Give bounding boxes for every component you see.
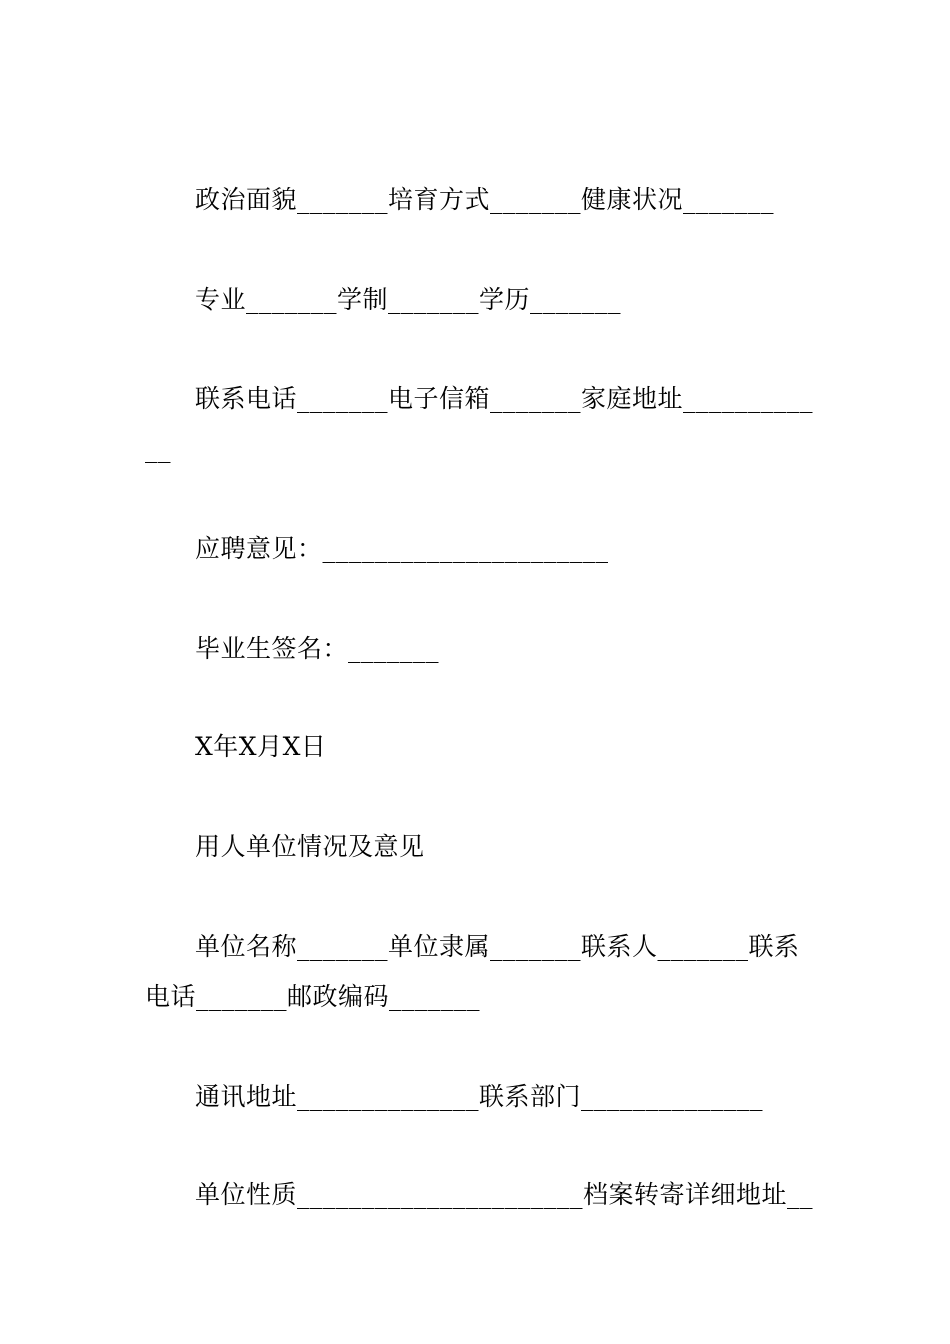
- employer-info-line: 单位名称_______单位隶属_______联系人_______联系电话_______邮政编码_______: [145, 932, 800, 1011]
- mailing-department-line: 通讯地址______________联系部门______________: [195, 1082, 764, 1111]
- unit-nature-archive-line: 单位性质______________________档案转寄详细地址__: [195, 1180, 814, 1209]
- major-education-line: 专业_______学制_______学历_______: [195, 285, 622, 314]
- contact-address-line: 联系电话_______电子信箱_______家庭地址____________: [145, 384, 814, 463]
- graduate-signature-line: 毕业生签名：_______: [195, 634, 440, 663]
- application-opinion-line: 应聘意见：______________________: [195, 534, 609, 563]
- date-line: X年X月X日: [195, 732, 327, 761]
- employer-section-heading: 用人单位情况及意见: [195, 832, 425, 861]
- political-health-line: 政治面貌_______培育方式_______健康状况_______: [195, 185, 775, 214]
